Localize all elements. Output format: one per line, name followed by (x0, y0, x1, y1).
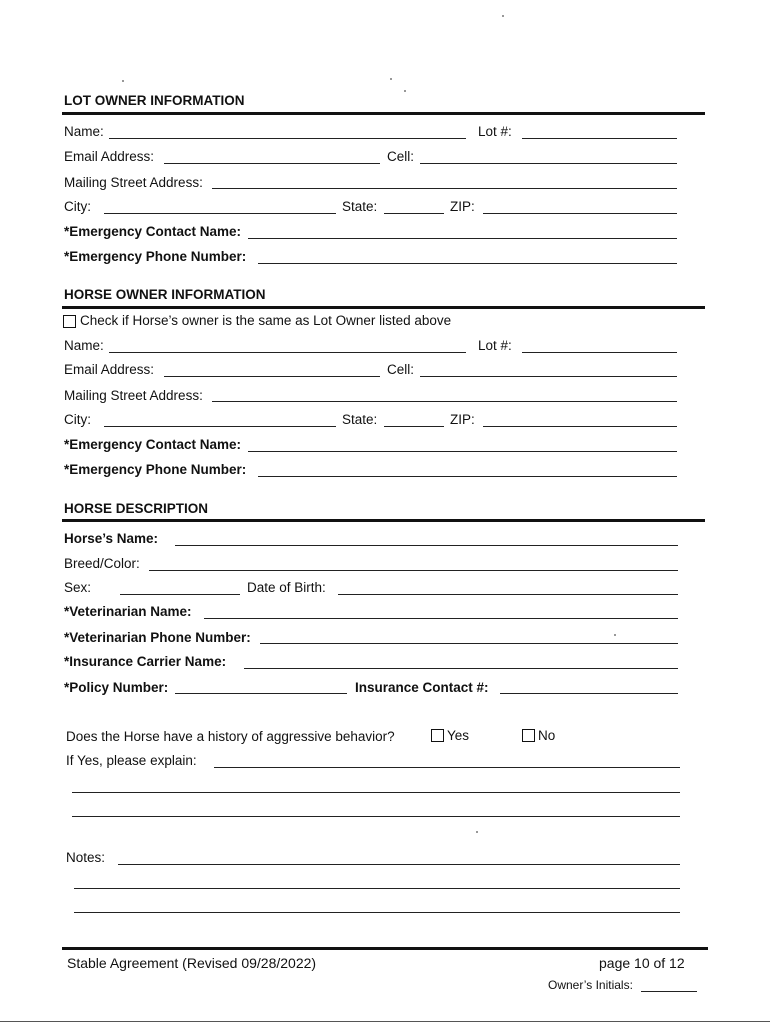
aggressive-behavior-question: Does the Horse have a history of aggressive behavior? (66, 729, 395, 744)
footer-agreement-title: Stable Agreement (Revised 09/28/2022) (67, 955, 317, 971)
horse-owner-state-label: State: (342, 412, 378, 427)
aggressive-yes-checkbox[interactable] (431, 729, 444, 742)
lot-owner-zip-input[interactable] (483, 213, 677, 214)
scan-speck (614, 634, 616, 636)
owners-initials-input[interactable] (641, 991, 697, 992)
footer-page-number: page 10 of 12 (599, 955, 685, 971)
footer-divider (62, 947, 708, 950)
horse-owner-state-input[interactable] (384, 426, 444, 427)
scan-speck (122, 80, 124, 82)
lot-owner-zip-label: ZIP: (450, 199, 475, 214)
section-divider (62, 306, 705, 309)
section-divider (62, 519, 705, 522)
policy-number-label: *Policy Number: (64, 680, 169, 695)
breed-color-input[interactable] (149, 570, 678, 571)
notes-input-line-3[interactable] (74, 912, 680, 913)
insurance-contact-input[interactable] (500, 693, 678, 694)
lot-owner-emergency-phone-label: *Emergency Phone Number: (64, 249, 247, 264)
aggressive-no-label: No (538, 728, 556, 743)
notes-input-line-1[interactable] (118, 864, 680, 865)
lot-owner-cell-label: Cell: (387, 149, 415, 164)
breed-color-label: Breed/Color: (64, 556, 140, 571)
aggressive-yes-label: Yes (447, 728, 470, 743)
scan-speck (502, 15, 504, 17)
explain-input-line-1[interactable] (214, 767, 680, 768)
lot-owner-cell-input[interactable] (420, 163, 677, 164)
horse-owner-name-label: Name: (64, 338, 104, 353)
horse-description-section-title: HORSE DESCRIPTION (64, 501, 209, 516)
lot-owner-mailing-input[interactable] (212, 188, 677, 189)
explain-input-line-3[interactable] (72, 816, 680, 817)
lot-owner-email-label: Email Address: (64, 149, 155, 164)
explain-label: If Yes, please explain: (66, 753, 197, 768)
sex-label: Sex: (64, 580, 92, 595)
notes-input-line-2[interactable] (74, 888, 680, 889)
lot-owner-mailing-label: Mailing Street Address: (64, 175, 203, 190)
horse-owner-emergency-phone-input[interactable] (258, 476, 677, 477)
horse-owner-email-input[interactable] (164, 376, 380, 377)
horse-owner-cell-label: Cell: (387, 362, 415, 377)
policy-number-input[interactable] (175, 693, 347, 694)
horse-owner-lot-label: Lot #: (478, 338, 512, 353)
owners-initials-label: Owner’s Initials: (548, 978, 633, 992)
aggressive-no-checkbox[interactable] (522, 729, 535, 742)
veterinarian-phone-input[interactable] (260, 643, 678, 644)
horse-owner-email-label: Email Address: (64, 362, 155, 377)
lot-owner-city-input[interactable] (104, 213, 336, 214)
horse-owner-emergency-name-input[interactable] (248, 451, 677, 452)
scan-speck (390, 78, 392, 80)
lot-owner-state-label: State: (342, 199, 378, 214)
veterinarian-phone-label: *Veterinarian Phone Number: (64, 630, 251, 645)
horse-owner-lot-input[interactable] (522, 352, 677, 353)
horse-owner-zip-input[interactable] (483, 426, 677, 427)
explain-input-line-2[interactable] (72, 792, 680, 793)
lot-owner-name-input[interactable] (109, 138, 466, 139)
horse-name-label: Horse’s Name: (64, 531, 159, 546)
lot-owner-lot-input[interactable] (522, 138, 677, 139)
insurance-carrier-input[interactable] (244, 668, 678, 669)
horse-name-input[interactable] (175, 545, 678, 546)
horse-owner-city-input[interactable] (104, 426, 336, 427)
lot-owner-city-label: City: (64, 199, 91, 214)
lot-owner-lot-label: Lot #: (478, 124, 512, 139)
horse-owner-mailing-input[interactable] (212, 401, 677, 402)
sex-input[interactable] (120, 594, 240, 595)
lot-owner-emergency-name-input[interactable] (248, 238, 677, 239)
horse-owner-section-title: HORSE OWNER INFORMATION (64, 287, 266, 302)
date-of-birth-label: Date of Birth: (247, 580, 326, 595)
date-of-birth-input[interactable] (338, 594, 678, 595)
lot-owner-name-label: Name: (64, 124, 104, 139)
horse-owner-name-input[interactable] (109, 352, 466, 353)
scan-speck (404, 90, 406, 92)
notes-label: Notes: (66, 850, 106, 865)
horse-owner-emergency-name-label: *Emergency Contact Name: (64, 437, 242, 452)
lot-owner-emergency-name-label: *Emergency Contact Name: (64, 224, 242, 239)
horse-owner-zip-label: ZIP: (450, 412, 475, 427)
lot-owner-emergency-phone-input[interactable] (258, 263, 677, 264)
scan-speck (476, 831, 478, 833)
lot-owner-email-input[interactable] (164, 163, 380, 164)
veterinarian-name-label: *Veterinarian Name: (64, 604, 192, 619)
lot-owner-state-input[interactable] (384, 213, 444, 214)
horse-owner-emergency-phone-label: *Emergency Phone Number: (64, 462, 247, 477)
same-as-lot-owner-label: Check if Horse’s owner is the same as Lot Owner listed above (80, 313, 452, 328)
insurance-contact-label: Insurance Contact #: (355, 680, 489, 695)
insurance-carrier-label: *Insurance Carrier Name: (64, 654, 227, 669)
veterinarian-name-input[interactable] (204, 618, 678, 619)
section-divider (62, 112, 705, 115)
horse-owner-cell-input[interactable] (420, 376, 677, 377)
same-as-lot-owner-checkbox[interactable] (63, 315, 76, 328)
lot-owner-section-title: LOT OWNER INFORMATION (64, 93, 245, 108)
page-bottom-edge (0, 1021, 770, 1022)
horse-owner-city-label: City: (64, 412, 91, 427)
horse-owner-mailing-label: Mailing Street Address: (64, 388, 203, 403)
